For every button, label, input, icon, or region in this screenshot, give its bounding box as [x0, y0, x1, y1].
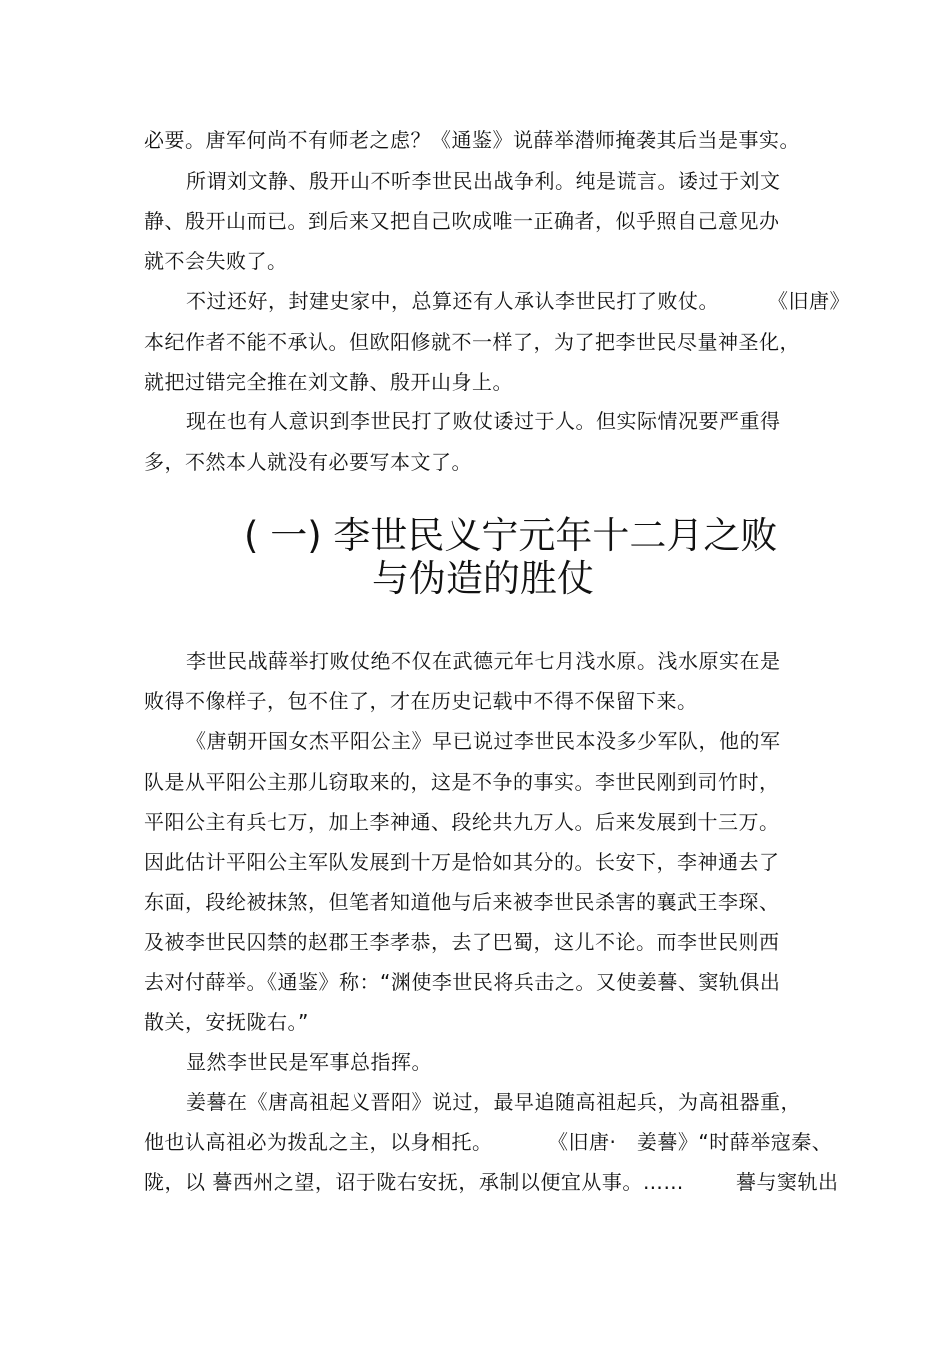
section-heading-line2: 与伪造的胜仗: [372, 557, 594, 600]
text-line: 就把过错完全推在刘文静、殷开山身上。: [144, 370, 513, 394]
text-line: 多，不然本人就没有必要写本文了。: [144, 450, 472, 474]
text-line: 东面，段纶被抹煞，但笔者知道他与后来被李世民杀害的襄武王李琛、: [144, 890, 780, 914]
text-line: 静、殷开山而已。到后来又把自己吹成唯一正确者，似乎照自己意见办: [144, 209, 780, 233]
text-line: 《旧唐》: [768, 289, 850, 313]
text-line: 謩与窦轨出: [736, 1170, 839, 1194]
text-line: 《唐朝开国女杰平阳公主》早已说过李世民本没多少军队，他的军: [186, 729, 781, 753]
text-line: 及被李世民囚禁的赵郡王李孝恭，去了巴蜀，这儿不论。而李世民则西: [144, 930, 780, 954]
section-heading-line1: ( 一) 李世民义宁元年十二月之败: [244, 514, 778, 557]
text-line: 散关，安抚陇右。”: [144, 1010, 309, 1034]
text-line: 显然李世民是军事总指挥。: [186, 1050, 432, 1074]
text-line: 不过还好，封建史家中，总算还有人承认李世民打了败仗。: [186, 289, 719, 313]
text-line: 李世民战薛举打败仗绝不仅在武德元年七月浅水原。浅水原实在是: [186, 649, 781, 673]
text-line: 平阳公主有兵七万，加上李神通、段纶共九万人。后来发展到十三万。: [144, 810, 780, 834]
text-line: 他也认高祖必为拨乱之主，以身相托。: [144, 1130, 493, 1154]
text-line: 因此估计平阳公主军队发展到十万是恰如其分的。长安下，李神通去了: [144, 850, 780, 874]
text-line: 队是从平阳公主那儿窃取来的，这是不争的事实。李世民刚到司竹时，: [144, 770, 780, 794]
text-line: 姜謩在《唐高祖起义晋阳》说过，最早追随高祖起兵，为高祖器重，: [186, 1090, 801, 1114]
text-line: 败得不像样子，包不住了，才在历史记载中不得不保留下来。: [144, 689, 698, 713]
text-line: 必要。唐军何尚不有师老之虑？《通鉴》说薛举潜师掩袭其后当是事实。: [144, 128, 800, 152]
text-line: 本纪作者不能不承认。但欧阳修就不一样了，为了把李世民尽量神圣化，: [144, 330, 800, 354]
text-line: 就不会失败了。: [144, 249, 288, 273]
text-line: 所谓刘文静、殷开山不听李世民出战争利。纯是谎言。诿过于刘文: [186, 169, 781, 193]
text-line: 陇，以 謩西州之望，诏于陇右安抚，承制以便宜从事。……: [144, 1170, 684, 1194]
text-line: 去对付薛举。《通鉴》称：“渊使李世民将兵击之。又使姜謩、窦轨俱出: [144, 970, 781, 994]
text-line: 《旧唐· 姜謩》“时薛举寇秦、: [548, 1130, 833, 1154]
text-line: 现在也有人意识到李世民打了败仗诿过于人。但实际情况要严重得: [186, 409, 781, 433]
